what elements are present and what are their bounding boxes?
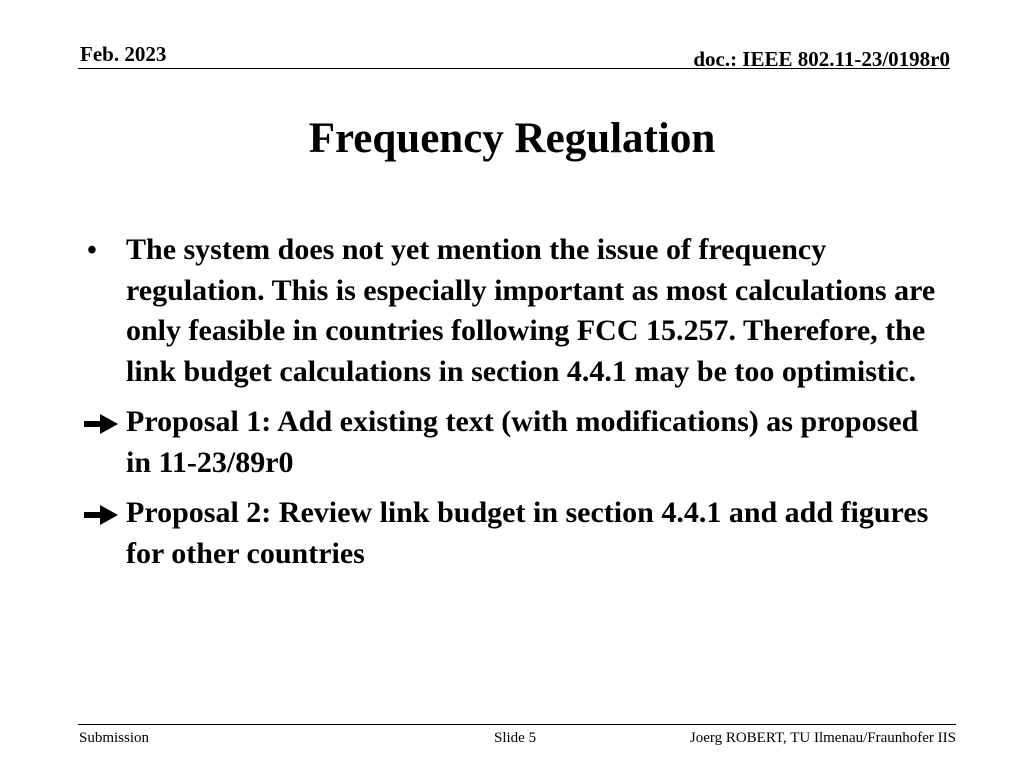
footer-author: Joerg ROBERT, TU Ilmenau/Fraunhofer IIS (689, 730, 956, 746)
arrow-marker (84, 493, 126, 534)
slide-body (84, 230, 944, 584)
header-divider (78, 68, 950, 69)
header-date: Feb. 2023 (80, 42, 167, 66)
proposal-item (84, 493, 944, 574)
footer-slide-number: Slide 5 (494, 730, 537, 746)
arrow-marker (84, 402, 126, 443)
arrow-right-icon (84, 493, 120, 533)
proposal-text: Proposal 1: Add existing text (with modifications) as proposed in 11-23/89r0 (126, 405, 919, 479)
arrow-right-icon (84, 402, 120, 442)
bullet-marker (84, 230, 126, 272)
bullet-text: The system does not yet mention the issue of frequency regulation. This is especially important as most calculations are only feasible in countries following FCC 15.257. Therefore, the link budget calculations in section 4.4.1 may be too optimistic. (126, 233, 936, 388)
bullet-item (84, 230, 944, 392)
slide-title: Frequency Regulation (308, 115, 716, 162)
header-doc-id: doc.: IEEE 802.11-23/0198r0 (693, 47, 950, 71)
footer-divider (78, 724, 956, 725)
footer-submission: Submission (79, 730, 150, 746)
proposal-item (84, 402, 944, 483)
proposal-text: Proposal 2: Review link budget in section 4.4.1 and add figures for other countries (126, 496, 929, 570)
bullet-dot-icon: • (87, 235, 97, 266)
